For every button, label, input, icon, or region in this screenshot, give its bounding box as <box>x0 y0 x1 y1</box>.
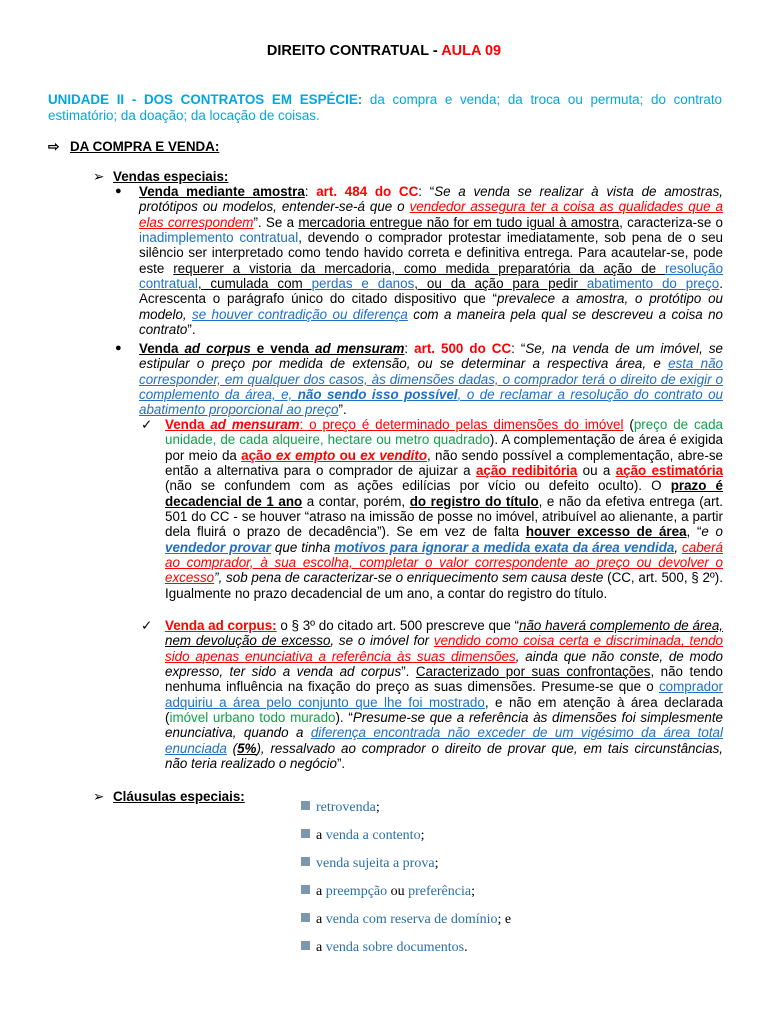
unit-text: da compra e venda; da troca ou permuta; do contrato estimatório; da doação; da locação de coisas. <box>48 92 722 123</box>
term: ad mensuram <box>210 417 300 432</box>
paragraph-venda-corpus-mensuram <box>115 341 724 418</box>
list-item <box>301 884 475 900</box>
term: e venda <box>250 341 316 356</box>
text: . <box>464 940 468 955</box>
quote: prevalece a amostra, o protótipo ou modelo, <box>139 291 724 322</box>
text: a contar, porém, <box>302 493 410 509</box>
list-item <box>301 856 438 872</box>
highlight: ação estimatória <box>615 463 724 479</box>
list-item <box>301 828 424 844</box>
text: ; <box>434 856 439 871</box>
clausulas-especiais-heading <box>93 789 245 805</box>
highlight: prazo é decadencial de 1 ano <box>165 478 723 509</box>
text: : “ <box>418 184 435 199</box>
highlight: imóvel urbano todo murado <box>169 710 336 726</box>
term: Venda <box>165 417 211 432</box>
list-item <box>301 912 511 928</box>
text: ”. Se a <box>253 214 299 230</box>
quote: ), ressalvado ao comprador o direito de provar que, em tais circunstâncias, não teria realizado o negócio <box>165 740 724 772</box>
bullet-icon: ● <box>115 185 122 197</box>
title-main: DIREITO CONTRATUAL <box>266 43 429 59</box>
quote: , se o imóvel for <box>330 633 434 649</box>
square-bullet-icon <box>301 801 310 810</box>
text: , devendo o comprador protestar imediatamente, sob pena de o seu silêncio ser interpretado como tendo havido correta e definitiva entrega. Para acautelar-se, pode este <box>139 230 723 276</box>
text: ou a <box>577 463 616 479</box>
text: ; <box>471 884 475 899</box>
text: . Acrescenta o parágrafo único do citado dispositivo que “ <box>139 276 723 307</box>
square-bullet-icon <box>301 913 310 922</box>
highlight: houver excesso de área <box>525 524 687 540</box>
paragraph-venda-ad-mensuram <box>141 417 724 601</box>
highlight: se houver contradição ou diferença <box>192 306 408 322</box>
quote: ”, sob pena de caracterizar-se o enriquecimento sem causa deste <box>214 570 604 586</box>
text: , “ <box>686 524 702 540</box>
highlight: 5% <box>237 740 257 756</box>
highlight: , o de reclamar a resolução do contrato ou abatimento proporcional ao preço <box>139 387 723 418</box>
quote: e o <box>701 524 723 540</box>
term: Venda mediante amostra <box>139 184 305 199</box>
highlight: ex empto <box>275 447 336 463</box>
quote: Se, na venda de um imóvel, se estipular o preço por medida de extensão, ou se determinar a respectiva área, e <box>139 341 724 372</box>
term: preempção <box>325 884 388 899</box>
quote: , ainda que não conste, de modo expresso, ter sido a venda ad corpus <box>165 648 723 680</box>
highlight: ação <box>241 447 276 463</box>
term: venda sobre documentos <box>325 940 465 955</box>
quote: ( <box>226 740 238 756</box>
square-bullet-icon <box>301 941 310 950</box>
text: , não sendo possível a complementação, abre-se então a alternativa para o comprador de ajuizar a <box>165 447 723 479</box>
term: ad mensuram <box>315 341 405 356</box>
text: a <box>316 884 326 899</box>
title-sep: - <box>428 43 442 59</box>
vendas-especiais-heading <box>93 169 228 185</box>
term: venda com reserva de domínio <box>325 912 498 927</box>
text: (CC, art. 500, § 2º). Igualmente no prazo decadencial de um ano, a contar do registro do título. <box>165 570 723 601</box>
list-item <box>301 940 468 956</box>
text: ; e <box>497 912 512 927</box>
unit-label: UNIDADE II - DOS CONTRATOS EM ESPÉCIE: <box>48 92 363 107</box>
highlight: motivos para ignorar a medida exata da área vendida <box>334 539 675 555</box>
checkmark-icon: ✓ <box>141 618 153 633</box>
highlight: esta não corresponder, em qualquer dos casos, às dimensões dadas, o comprador terá o direito de exigir o complemento da área, e, <box>139 356 723 403</box>
highlight: mercadoria entregue não for em tudo igual à amostra <box>298 214 620 230</box>
highlight: vendedor assegura ter a coisa as qualidades que a elas correspondem <box>139 199 723 230</box>
text: : “ <box>511 341 526 356</box>
term: venda sujeita a prova <box>316 856 435 871</box>
text: , não tendo nenhuma influência na fixação do preço as suas dimensões. Presume-se que o <box>165 664 723 695</box>
text: ( <box>623 417 634 432</box>
page-title <box>0 43 768 59</box>
highlight: : o preço é determinado pelas dimensões do imóvel <box>299 417 624 432</box>
text: : <box>404 341 415 356</box>
unit-heading <box>48 92 722 123</box>
highlight: diferença encontrada não exceder de um vigésimo da área total enunciada <box>165 725 723 756</box>
text: , ou da ação para pedir <box>414 276 587 292</box>
highlight: abatimento do preço <box>586 276 720 292</box>
text: ”. <box>336 756 346 772</box>
highlight: ex vendito <box>360 447 428 463</box>
highlight: caberá ao comprador, à sua escolha, completar o valor correspondente ao preço ou devolver o excesso <box>165 539 723 586</box>
arrowhead-bullet-icon: ➢ <box>93 169 105 184</box>
section-label: DA COMPRA E VENDA: <box>70 139 220 154</box>
quote: , <box>674 539 683 555</box>
text: a <box>316 912 326 927</box>
text: a <box>316 940 326 955</box>
term: retrovenda <box>316 800 376 815</box>
quote: que tinha <box>270 539 335 555</box>
article-ref: art. 500 do CC <box>414 341 512 356</box>
highlight: comprador adquiriu a área pelo conjunto que lhe foi mostrado <box>165 679 723 710</box>
paragraph-venda-amostra <box>115 184 724 338</box>
term: ad corpus <box>184 341 251 356</box>
highlight: inadimplemento contratual <box>139 230 299 246</box>
quote: Se a venda se realizar à vista de amostras, protótipos ou modelos, entender-se-á que o <box>139 184 723 215</box>
text: , e não da efetiva entrega (art. 501 do CC - se houver “atraso na imissão de posse no imóvel, atribuível ao alienante, a partir dela fluirá o prazo de decadência”). Se em vez de falta <box>165 493 723 540</box>
term: Venda <box>139 341 185 356</box>
highlight: requerer a vistoria da mercadoria, como medida preparatória da ação de <box>173 260 665 276</box>
paragraph-venda-ad-corpus <box>141 618 724 772</box>
text: ”. <box>187 322 196 338</box>
text: (não se confundem com as ações edilícias por vício ou defeito oculto). O <box>165 478 671 494</box>
highlight: ação redibitória <box>475 463 578 479</box>
arrowhead-bullet-icon: ➢ <box>93 789 105 804</box>
text: o § 3º do citado art. 500 prescreve que “ <box>276 618 520 633</box>
text: , e não em atenção à área declarada ( <box>165 694 723 726</box>
text: : <box>304 184 317 199</box>
highlight: ou <box>335 447 361 463</box>
text: ; <box>420 828 425 843</box>
square-bullet-icon <box>301 857 310 866</box>
square-bullet-icon <box>301 829 310 838</box>
checkmark-icon: ✓ <box>141 417 153 432</box>
text: , caracteriza-se o <box>619 214 723 230</box>
term: preferência <box>408 884 472 899</box>
term: Venda ad corpus: <box>165 618 277 633</box>
highlight: vendido como coisa certa e discriminada, tendo sido apenas enunciativa a referência às suas dimensões <box>165 633 724 664</box>
text: a <box>316 828 326 843</box>
highlight: não sendo isso possível <box>297 387 458 403</box>
title-aula: AULA 09 <box>441 43 502 59</box>
right-arrow-icon: ⇨ <box>48 139 60 154</box>
clausulas-especiais-label: Cláusulas especiais: <box>113 789 245 804</box>
text: ). A complementação de área é exigida por meio da <box>165 432 723 463</box>
text: ”. <box>338 402 347 418</box>
section-heading <box>48 139 219 155</box>
highlight: do registro do título <box>409 493 539 509</box>
text: ou <box>387 884 409 899</box>
vendas-especiais-label: Vendas especiais: <box>113 169 229 184</box>
term: venda a contento <box>325 828 421 843</box>
article-ref: art. 484 do CC <box>316 184 419 199</box>
quote: com a maneira pela qual se descreveu a coisa no contrato <box>139 306 724 338</box>
highlight: perdas e danos <box>311 276 415 292</box>
text: ). “ <box>335 710 353 726</box>
highlight: não haverá complemento de área, nem devolução de excesso <box>165 618 723 649</box>
highlight: Caracterizado por suas confrontações <box>415 664 651 680</box>
text: ; <box>375 800 380 815</box>
text: , cumulada com <box>197 276 312 292</box>
highlight: vendedor provar <box>165 539 271 555</box>
highlight: preço de cada unidade, de cada alqueire, hectare ou metro quadrado <box>165 417 724 448</box>
quote: Presume-se que a referência às dimensões foi simplesmente enunciativa, quando a <box>165 710 723 741</box>
text: ”. <box>401 664 416 680</box>
list-item <box>301 800 380 816</box>
bullet-icon: ● <box>115 342 122 354</box>
square-bullet-icon <box>301 885 310 894</box>
highlight: resolução contratual <box>139 260 724 292</box>
